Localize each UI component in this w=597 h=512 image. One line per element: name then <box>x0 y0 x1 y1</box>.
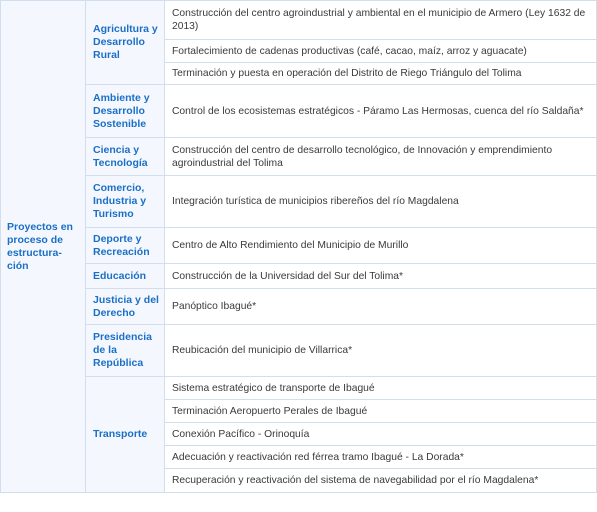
project-cell: Sistema estratégico de transporte de Ibagué <box>165 377 597 400</box>
sector-ambiente: Ambiente y Desarrollo Sostenible <box>86 85 165 138</box>
project-cell: Conexión Pacífico - Orinoquía <box>165 423 597 446</box>
table-row <box>1 289 597 325</box>
project-cell: Adecuación y reactivación red férrea tramo Ibagué - La Dorada* <box>165 446 597 469</box>
project-cell: Panóptico Ibagué* <box>165 289 597 325</box>
project-cell: Fortalecimiento de cadenas productivas (café, cacao, maíz, arroz y aguacate) <box>165 40 597 63</box>
project-cell: Control de los ecosistemas estratégicos - Páramo Las Hermosas, cuenca del río Saldaña* <box>165 85 597 138</box>
table-row <box>1 1 597 40</box>
sector-deporte: Deporte y Recreación <box>86 228 165 264</box>
sector-justicia: Justicia y del Derecho <box>86 289 165 325</box>
project-cell: Terminación Aeropuerto Perales de Ibagué <box>165 400 597 423</box>
project-cell: Integración turística de municipios ribereños del río Magdalena <box>165 176 597 228</box>
sector-agricultura: Agricultura y Desarrollo Rural <box>86 1 165 85</box>
sector-ciencia: Ciencia y Tecnología <box>86 138 165 176</box>
group-label: Proyectos en proceso de estructura-ción <box>1 1 86 493</box>
project-cell: Terminación y puesta en operación del Distrito de Riego Triángulo del Tolima <box>165 63 597 85</box>
table-row <box>1 85 597 138</box>
table-row <box>1 228 597 264</box>
sector-presidencia: Presidencia de la República <box>86 325 165 377</box>
table-row <box>1 264 597 289</box>
sector-educacion: Educación <box>86 264 165 289</box>
project-cell: Recuperación y reactivación del sistema de navegabilidad por el río Magdalena* <box>165 469 597 493</box>
project-cell: Construcción del centro agroindustrial y ambiental en el municipio de Armero (Ley 1632 de 2013) <box>165 1 597 40</box>
sector-comercio: Comercio, Industria y Turismo <box>86 176 165 228</box>
project-cell: Centro de Alto Rendimiento del Municipio de Murillo <box>165 228 597 264</box>
project-cell: Reubicación del municipio de Villarrica* <box>165 325 597 377</box>
table-row <box>1 325 597 377</box>
table-row <box>1 138 597 176</box>
project-cell: Construcción de la Universidad del Sur del Tolima* <box>165 264 597 289</box>
page-bottom-margin <box>0 493 597 512</box>
sector-transporte: Transporte <box>86 377 165 493</box>
table-row <box>1 176 597 228</box>
table-row <box>1 377 597 400</box>
project-cell: Construcción del centro de desarrollo tecnológico, de Innovación y emprendimiento agroindustrial del Tolima <box>165 138 597 176</box>
